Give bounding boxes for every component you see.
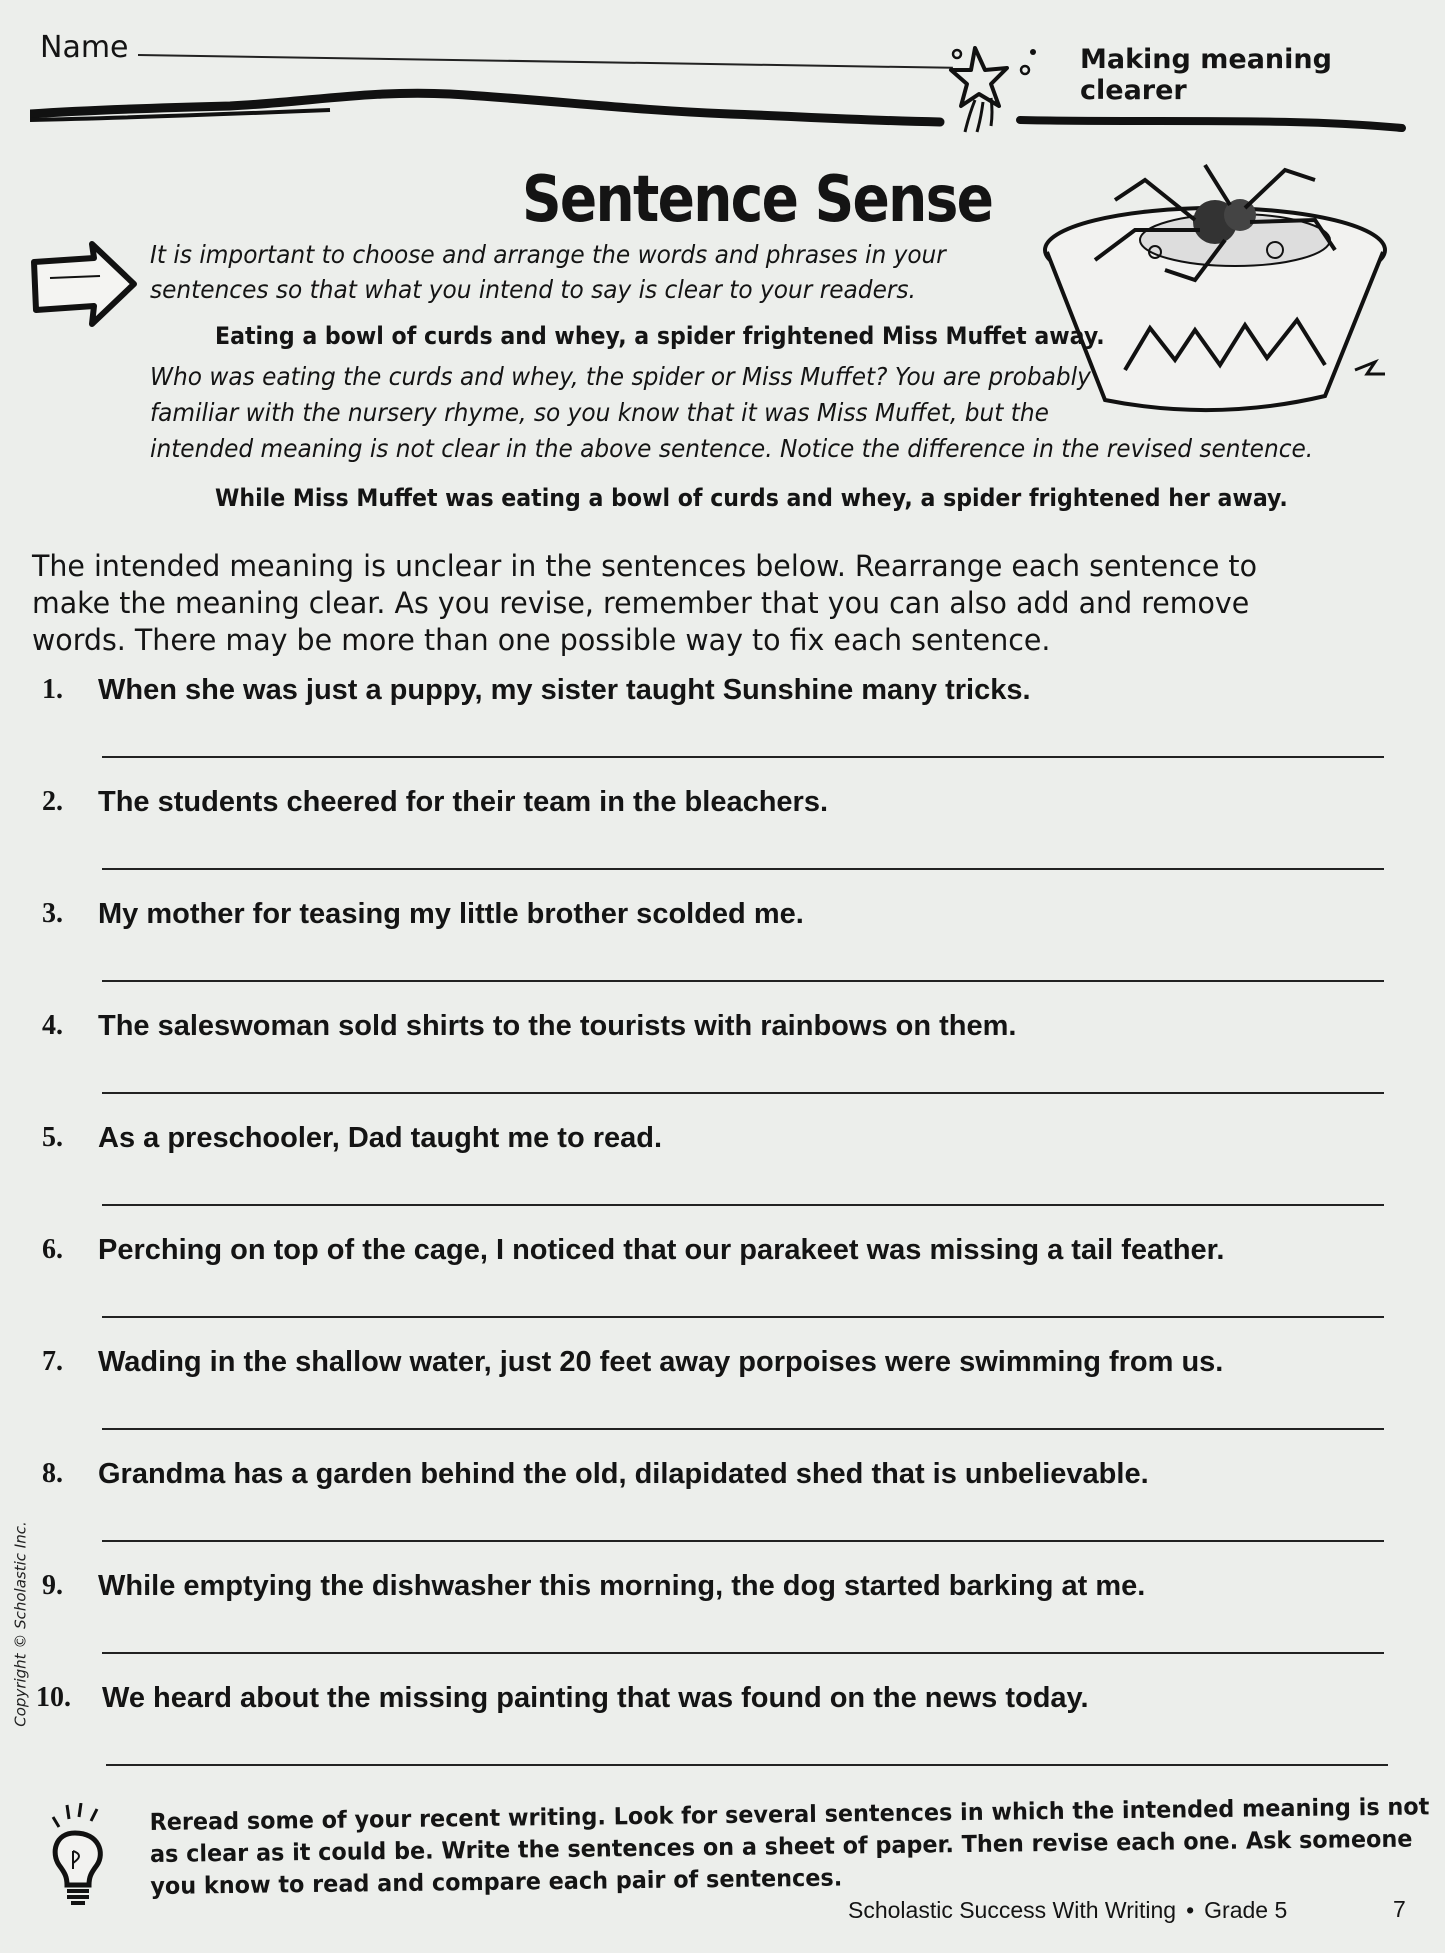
tip-line: you know to read and compare each pair of sentences. <box>150 1863 843 1900</box>
spider-bowl-illustration <box>1035 160 1395 435</box>
item-number: 9. <box>42 1570 63 1601</box>
item-sentence: My mother for teasing my little brother scolded me. <box>98 898 804 930</box>
answer-line[interactable] <box>102 1652 1384 1654</box>
instructions-line: words. There may be more than one possible way to fix each sentence. <box>32 623 1051 657</box>
item-sentence: The students cheered for their team in the bleachers. <box>98 786 829 818</box>
item-number: 3. <box>42 898 63 929</box>
arrow-right-icon <box>30 240 140 340</box>
intro-paragraph-line: Who was eating the curds and whey, the spider or Miss Muffet? You are probably <box>150 362 1091 391</box>
answer-line[interactable] <box>102 868 1384 870</box>
item-number: 1. <box>42 674 63 705</box>
item-sentence: As a preschooler, Dad taught me to read. <box>98 1122 663 1154</box>
topic-label: Making meaning clearer <box>1080 44 1332 106</box>
item-sentence: Perching on top of the cage, I noticed that our parakeet was missing a tail feather. <box>98 1234 1225 1266</box>
item-number: 10. <box>36 1682 71 1713</box>
intro-paragraph-line: intended meaning is not clear in the above sentence. Notice the difference in the revised sentence. <box>150 434 1314 463</box>
answer-line[interactable] <box>102 1316 1384 1318</box>
writing-tip <box>149 1790 1445 1902</box>
footer-separator: • <box>1186 1897 1195 1923</box>
series-title: Scholastic Success With Writing <box>848 1897 1177 1923</box>
answer-line[interactable] <box>102 1428 1384 1430</box>
instructions-line: The intended meaning is unclear in the sentences below. Rearrange each sentence to <box>32 549 1258 583</box>
footer <box>848 1897 1287 1924</box>
answer-line[interactable] <box>102 1092 1384 1094</box>
item-sentence: Grandma has a garden behind the old, dilapidated shed that is unbelievable. <box>98 1458 1149 1490</box>
name-label: Name <box>40 30 129 65</box>
item-sentence: While emptying the dishwasher this morning, the dog started barking at me. <box>98 1570 1146 1602</box>
answer-line[interactable] <box>106 1764 1388 1766</box>
header-brush-divider <box>30 80 1410 145</box>
instructions <box>32 548 1392 659</box>
item-number: 7. <box>42 1346 63 1377</box>
item-sentence: The saleswoman sold shirts to the tourists with rainbows on them. <box>98 1010 1017 1042</box>
page-title: Sentence Sense <box>522 163 993 237</box>
item-number: 6. <box>42 1234 63 1265</box>
revised-example-sentence: While Miss Muffet was eating a bowl of curds and whey, a spider frightened her away. <box>215 484 1288 512</box>
answer-line[interactable] <box>102 1540 1384 1542</box>
name-field[interactable] <box>138 54 953 69</box>
tip-line: Reread some of your recent writing. Look for several sentences in which the intended meaning is not <box>149 1792 1430 1837</box>
item-number: 4. <box>42 1010 63 1041</box>
intro-paragraph-line: familiar with the nursery rhyme, so you know that it was Miss Muffet, but the <box>150 398 1049 427</box>
item-number: 8. <box>42 1458 63 1489</box>
item-sentence: Wading in the shallow water, just 20 feet away porpoises were swimming from us. <box>98 1346 1224 1378</box>
grade-label: Grade 5 <box>1204 1897 1288 1923</box>
page-number: 7 <box>1393 1896 1406 1922</box>
item-sentence: We heard about the missing painting that was found on the news today. <box>102 1682 1089 1714</box>
tip-line: as clear as it could be. Write the sentences on a sheet of paper. Then revise each one. Ask someone <box>149 1824 1413 1868</box>
answer-line[interactable] <box>102 1204 1384 1206</box>
instructions-line: make the meaning clear. As you revise, remember that you can also add and remove <box>32 586 1250 620</box>
answer-line[interactable] <box>102 756 1384 758</box>
intro-line: It is important to choose and arrange the words and phrases in your <box>150 240 946 269</box>
example-sentence: Eating a bowl of curds and whey, a spider frightened Miss Muffet away. <box>215 322 1105 350</box>
item-sentence: When she was just a puppy, my sister taught Sunshine many tricks. <box>98 674 1031 706</box>
answer-line[interactable] <box>102 980 1384 982</box>
item-number: 2. <box>42 786 63 817</box>
lightbulb-icon <box>45 1803 117 1918</box>
intro-line: sentences so that what you intend to say is clear to your readers. <box>150 275 916 304</box>
copyright-notice: Copyright © Scholastic Inc. <box>11 1521 30 1727</box>
item-number: 5. <box>42 1122 63 1153</box>
